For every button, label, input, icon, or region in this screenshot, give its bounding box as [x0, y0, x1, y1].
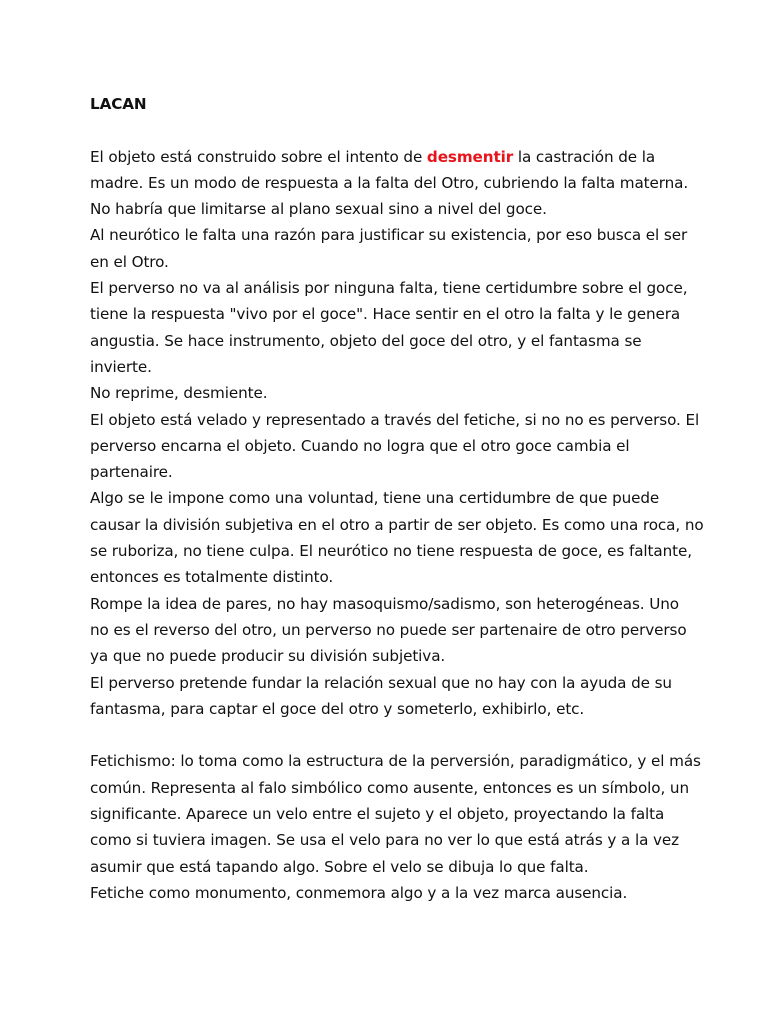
paragraph-line: causar la división subjetiva en el otro a partir de ser objeto. Es como una roca, no [90, 515, 704, 534]
paragraph-line: Fetiche como monumento, conmemora algo y a la vez marca ausencia. [90, 883, 628, 902]
paragraph-line: Rompe la idea de pares, no hay masoquismo/sadismo, son heterogéneas. Uno [90, 594, 679, 613]
paragraph-line: No habría que limitarse al plano sexual sino a nivel del goce. [90, 200, 547, 219]
text-segment: la castración de la [513, 147, 656, 166]
text-segment: El objeto está construido sobre el intento de [90, 147, 427, 166]
blank-line [90, 722, 690, 748]
paragraph-line: madre. Es un modo de respuesta a la falta del Otro, cubriendo la falta materna. [90, 173, 689, 192]
paragraph-line: común. Representa al falo simbólico como ausente, entonces es un símbolo, un [90, 778, 689, 797]
paragraph-line: El objeto está velado y representado a través del fetiche, si no no es perverso. El [90, 410, 700, 429]
paragraph-line: No reprime, desmiente. [90, 384, 268, 403]
paragraph-line: El perverso no va al análisis por ninguna falta, tiene certidumbre sobre el goce, [90, 279, 688, 298]
document-page [90, 91, 704, 906]
paragraph-line: Algo se le impone como una voluntad, tiene una certidumbre de que puede [90, 489, 660, 508]
paragraph-line: El perverso pretende fundar la relación sexual que no hay con la ayuda de su [90, 673, 672, 692]
paragraph-line: se ruboriza, no tiene culpa. El neurótico no tiene respuesta de goce, es faltante, [90, 542, 692, 561]
paragraph-line: significante. Aparece un velo entre el sujeto y el objeto, proyectando la falta [90, 805, 665, 824]
highlighted-word: desmentir [426, 147, 514, 166]
paragraph-line: no es el reverso del otro, un perverso no puede ser partenaire de otro perverso [90, 620, 687, 639]
paragraph-line: partenaire. [90, 463, 173, 482]
section-lacan-text [90, 144, 704, 723]
section-fetichismo-text [90, 748, 701, 906]
paragraph-line: Al neurótico le falta una razón para justificar su existencia, por eso busca el ser [90, 226, 688, 245]
document-title: LACAN [90, 95, 147, 113]
paragraph-line: angustia. Se hace instrumento, objeto del goce del otro, y el fantasma se [90, 331, 642, 350]
blank-line [90, 117, 690, 143]
paragraph-line: asumir que está tapando algo. Sobre el velo se dibuja lo que falta. [90, 857, 589, 876]
paragraph-line: ya que no puede producir su división subjetiva. [90, 647, 446, 666]
paragraph-line: tiene la respuesta "vivo por el goce". Hace sentir en el otro la falta y le genera [90, 305, 681, 324]
paragraph-line: entonces es totalmente distinto. [90, 568, 334, 587]
paragraph-line: perverso encarna el objeto. Cuando no logra que el otro goce cambia el [90, 436, 630, 455]
paragraph-line: en el Otro. [90, 252, 169, 271]
paragraph-line: como si tuviera imagen. Se usa el velo para no ver lo que está atrás y a la vez [90, 831, 680, 850]
paragraph-line [90, 144, 690, 170]
paragraph-line: invierte. [90, 357, 152, 376]
paragraph-line: fantasma, para captar el goce del otro y someterlo, exhibirlo, etc. [90, 699, 585, 718]
paragraph-line: Fetichismo: lo toma como la estructura de la perversión, paradigmático, y el más [90, 752, 701, 771]
